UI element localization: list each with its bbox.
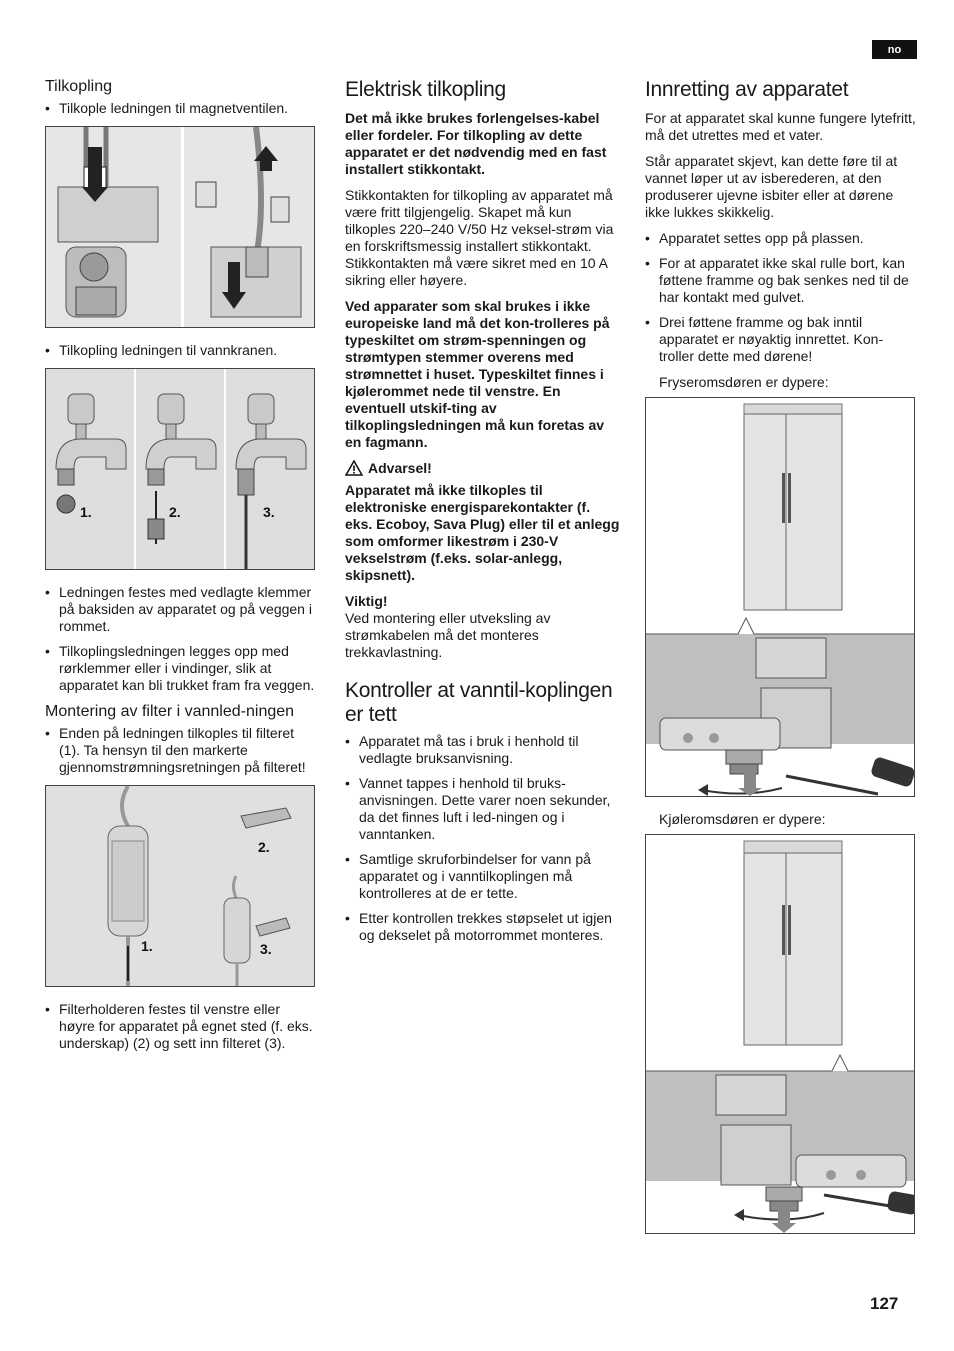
caption-freezer: Fryseromsdøren er dypere: <box>659 374 829 390</box>
viktig-label: Viktig! <box>345 593 388 609</box>
bullet-item: • Enden på ledningen tilkoples til filteret (1). Ta hensyn til den markerte gjennomstrømningsretningen på filteret! <box>45 725 317 776</box>
step-label: 3. <box>263 504 275 520</box>
bullet-list <box>45 342 317 359</box>
step-label: 3. <box>260 941 272 957</box>
solenoid-valve-illustration <box>46 127 314 327</box>
bullet-item: • Tilkoplingsledningen legges opp med rørklemmer eller i vindinger, slik at apparatet kan bli trukket fram fra veggen. <box>45 643 317 694</box>
heading-innretting: Innretting av apparatet <box>645 78 849 101</box>
figure-water-filter <box>45 785 315 987</box>
heading-filter: Montering av filter i vannled-ningen <box>45 703 295 720</box>
figure-fridge-door-deeper <box>645 834 915 1234</box>
paragraph: Stikkontakten for tilkopling av apparatet må være fritt tilgjengelig. Skapet må kun tilkoples 220–240 V/50 Hz veksel-strøm via en forskriftsmessig installert stikkontakt. Stikkontakten må være sikret med en 10 A sikring eller høyere. <box>345 187 614 288</box>
figure-tap-connection <box>45 368 315 570</box>
bullet-item: • Drei føttene framme og bak inntil apparatet er nøyaktig innrettet. Kon-troller dette med dørene! <box>645 314 917 365</box>
page-number: 127 <box>870 1294 899 1313</box>
column-electrical <box>345 78 620 953</box>
fridge-leveling-illustration <box>646 398 914 796</box>
heading-kontroller: Kontroller at vanntil-koplingen er tett <box>345 679 613 726</box>
bullet-item: • Apparatet settes opp på plassen. <box>645 230 917 247</box>
bullet-item: • Ledningen festes med vedlagte klemmer på baksiden av apparatet og på veggen i rommet. <box>45 584 317 635</box>
language-badge: no <box>872 40 917 59</box>
warning-triangle-icon <box>345 460 363 476</box>
step-label: 2. <box>169 504 181 520</box>
step-label: 2. <box>258 839 270 855</box>
bullet-list <box>345 733 620 944</box>
caption-fridge: Kjøleromsdøren er dypere: <box>659 811 826 827</box>
figure-solenoid-valve <box>45 126 315 328</box>
bullet-item: • Apparatet må tas i bruk i henhold til vedlagte bruksanvisning. <box>345 733 620 767</box>
bullet-item: • Samtlige skruforbindelser for vann på apparatet og i vanntilkoplingen må kontrolleres at de er tette. <box>345 851 620 902</box>
bullet-list <box>45 725 317 776</box>
water-filter-illustration <box>46 786 314 986</box>
bullet-item: • For at apparatet ikke skal rulle bort, kan føttene framme og bak senkes ned til de har kontakt med gulvet. <box>645 255 917 306</box>
bullet-item: • Filterholderen festes til venstre eller høyre for apparatet på egnet sted (f. eks. underskap) (2) og sett inn filteret (3). <box>45 1001 317 1052</box>
bullet-list <box>45 100 317 117</box>
step-label: 1. <box>141 938 153 954</box>
heading-tilkopling: Tilkopling <box>45 78 112 95</box>
column-alignment <box>645 78 917 1248</box>
bullet-list <box>45 584 317 694</box>
bullet-list <box>645 230 917 365</box>
fridge-leveling-illustration <box>646 835 914 1233</box>
paragraph: Ved apparater som skal brukes i ikke europeiske land må det kon-trolleres på typeskiltet om strøm-spenningen og strømtypen stemmer overens med strømnettet i huset. Typeskiltet finnes i kjølerommet nede til venstre. En eventuell utskif-ting av tilkoplingsledningen må kun foretas av en fagmann. <box>345 298 610 450</box>
bullet-list <box>45 1001 317 1052</box>
paragraph: Ved montering eller utveksling av strømkabelen må det monteres trekkavlastning. <box>345 610 551 660</box>
paragraph: Apparatet må ikke tilkoples til elektroniske energisparekontakter (f. eks. Ecoboy, Sava Plug) eller til et anlegg som omformer likestrøm i 230-V vekselstrøm (f.eks. solar-anlegg, skipsnett). <box>345 482 620 583</box>
tap-connection-illustration <box>46 369 314 569</box>
step-label: 1. <box>80 504 92 520</box>
figure-freezer-door-deeper <box>645 397 915 797</box>
column-connection <box>45 78 317 1061</box>
paragraph: For at apparatet skal kunne fungere lytefritt, må det utrettes med et vater. <box>645 110 916 143</box>
paragraph: Står apparatet skjevt, kan dette føre til at vannet løper ut av isberederen, at den produserer ujevne isbiter eller at dørene ikke lukkes skikkelig. <box>645 153 898 220</box>
heading-elektrisk: Elektrisk tilkopling <box>345 78 506 101</box>
bullet-item: • Vannet tappes i henhold til bruks-anvisningen. Dette varer noen sekunder, da det finnes luft i led-ningen og i vanntanken. <box>345 775 620 843</box>
bullet-item: • Tilkople ledningen til magnetventilen. <box>45 100 317 117</box>
paragraph: Det må ikke brukes forlengelses-kabel eller fordeler. For tilkopling av dette apparatet er det nødvendig med en fast installert stikkontakt. <box>345 110 607 177</box>
bullet-item: • Etter kontrollen trekkes støpselet ut igjen og dekselet på motorrommet monteres. <box>345 910 620 944</box>
bullet-item: • Tilkopling ledningen til vannkranen. <box>45 342 317 359</box>
warning-label: Advarsel! <box>368 460 432 476</box>
warning-line <box>345 460 620 476</box>
